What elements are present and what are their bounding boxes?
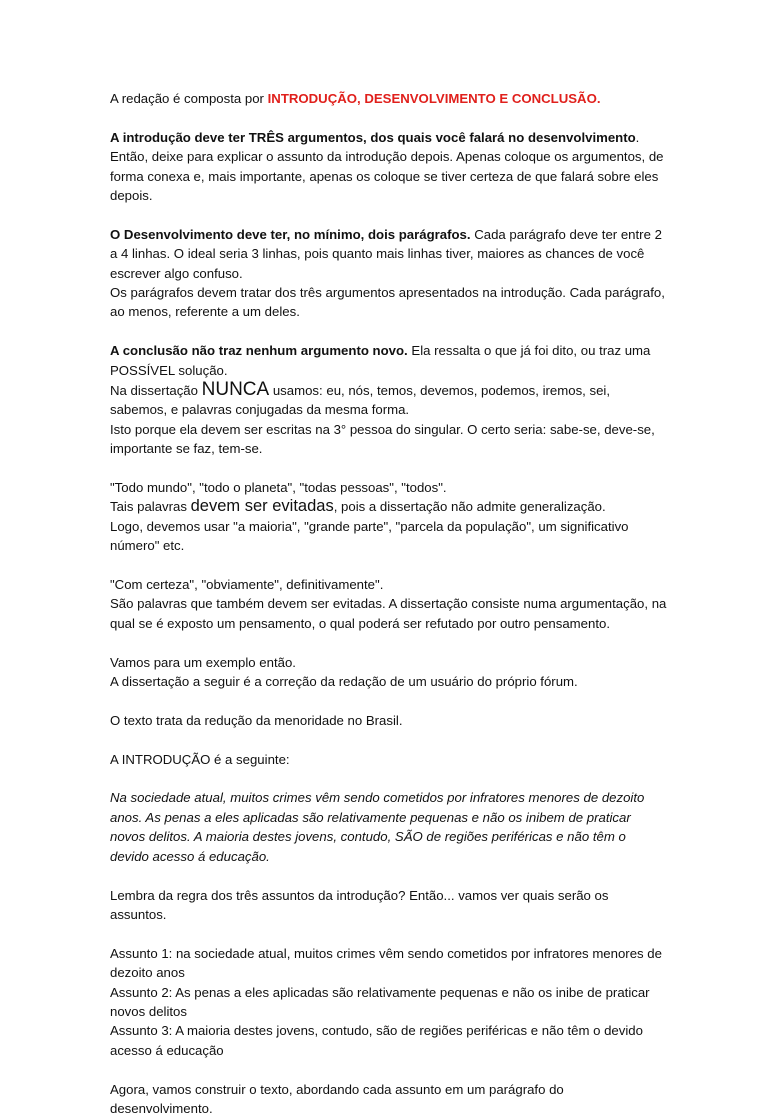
paragraph-desenvolvimento-rule (110, 225, 668, 322)
text-span: , pois a dissertação não admite generalização. (333, 499, 606, 515)
paragraph-introducao-example: Na sociedade atual, muitos crimes vêm sendo cometidos por infratores menores de dezoito anos. As penas a eles aplicadas são relativamente pequenas e não os inibem de praticar novos delitos. A maioria destes jovens, contudo, SÃO de regiões periféricas e não têm o devido acesso á educação. (110, 790, 645, 864)
paragraph-introducao-rule (110, 128, 668, 206)
paragraph-generalizacao (110, 478, 668, 556)
assunto-3: Assunto 3: A maioria destes jovens, contudo, são de regiões periféricas e não têm o devido acesso á educação (110, 1023, 643, 1058)
paragraph-conclusao-rule (110, 341, 668, 458)
text-span: . Então, deixe para explicar o assunto da introdução depois. Apenas coloque os argumentos, de forma conexa e, mais importante, apenas os coloque se tiver certeza de que falará sobre eles depois. (110, 129, 664, 204)
text-span: A dissertação a seguir é a correção da redação de um usuário do próprio fórum. (110, 674, 578, 690)
paragraph-tema: O texto trata da redução da menoridade no Brasil. (110, 712, 403, 728)
text-span: Na dissertação (110, 383, 202, 399)
text-span: "Todo mundo", "todo o planeta", "todas pessoas", "todos". (110, 480, 447, 496)
highlighted-structure-text: INTRODUÇÃO, DESENVOLVIMENTO E CONCLUSÃO. (267, 91, 601, 106)
text-span: Tais palavras (110, 499, 191, 515)
paragraph-certeza (110, 575, 668, 633)
paragraph-construir: Agora, vamos construir o texto, abordando cada assunto em um parágrafo do desenvolvimento. (110, 1081, 564, 1116)
text-span: "Com certeza", "obviamente", definitivamente". (110, 577, 384, 593)
bold-rule: A conclusão não traz nenhum argumento novo. (110, 343, 408, 359)
paragraph-regra: Lembra da regra dos três assuntos da introdução? Então... vamos ver quais serão os assuntos. (110, 887, 609, 922)
emphasis-devem-ser-evitadas: devem ser evitadas (190, 497, 334, 516)
paragraph-exemplo (110, 653, 668, 692)
bold-rule: A introdução deve ter TRÊS argumentos, dos quais você falará no desenvolvimento (110, 129, 636, 145)
text-span: Isto porque ela devem ser escritas na 3° pessoa do singular. O certo seria: sabe-se, deve-se, importante se faz, tem-se. (110, 421, 655, 457)
assunto-2: Assunto 2: As penas a eles aplicadas são relativamente pequenas e não os inibe de praticar novos delitos (110, 984, 650, 1019)
assunto-1: Assunto 1: na sociedade atual, muitos crimes vêm sendo cometidos por infratores menores de dezoito anos (110, 945, 662, 981)
text-span: São palavras que também devem ser evitadas. A dissertação consiste numa argumentação, na qual se é exposto um pensamento, o qual poderá ser refutado por outro pensamento. (110, 596, 667, 631)
text-span: Logo, devemos usar "a maioria", "grande parte", "parcela da população", um significativo número" etc. (110, 518, 629, 554)
text-span: A redação é composta por (110, 91, 268, 106)
paragraph-intro (110, 89, 668, 108)
emphasis-nunca: NUNCA (201, 379, 270, 401)
text-span: Os parágrafos devem tratar dos três argumentos apresentados na introdução. Cada parágrafo, ao menos, referente a um deles. (110, 285, 665, 320)
paragraph-assuntos (110, 944, 668, 1060)
paragraph-introducao-label: A INTRODUÇÃO é a seguinte: (110, 751, 290, 767)
text-span: Ela ressalta o que já foi dito, ou traz uma POSSÍVEL solução. (110, 343, 651, 378)
bold-rule: O Desenvolvimento deve ter, no mínimo, dois parágrafos. (110, 226, 471, 242)
text-span: usamos: eu, nós, temos, devemos, podemos, iremos, sei, sabemos, e palavras conjugadas da mesma forma. (110, 383, 611, 418)
text-span: Cada parágrafo deve ter entre 2 a 4 linhas. O ideal seria 3 linhas, pois quanto mais linhas tiver, maiores as chances de você escrever algo confuso. (110, 226, 662, 281)
text-span: Vamos para um exemplo então. (110, 654, 296, 670)
